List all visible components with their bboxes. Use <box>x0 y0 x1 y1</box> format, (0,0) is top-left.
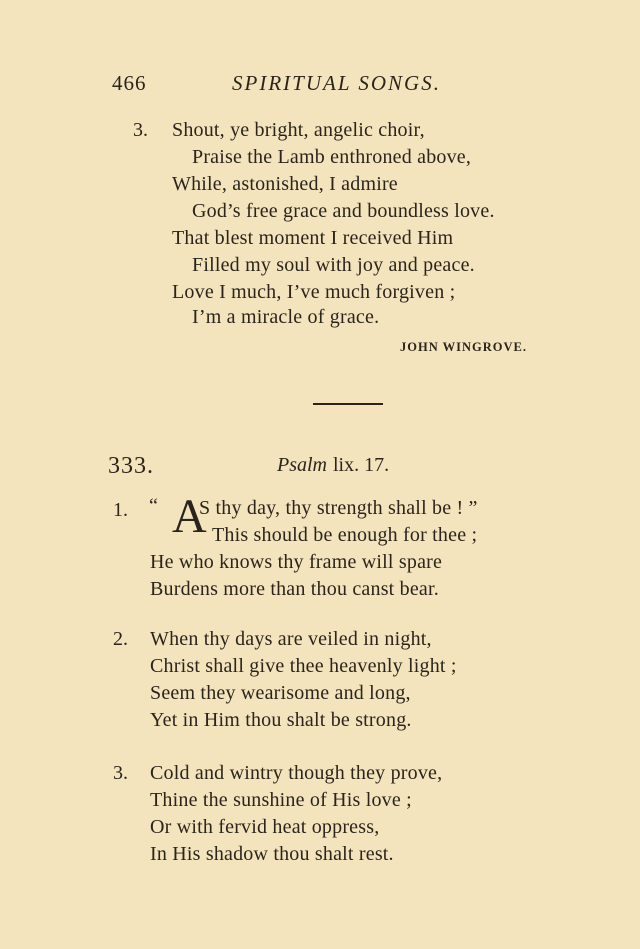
psalm-ref: lix. 17. <box>333 454 390 476</box>
verse-line: S thy day, thy strength shall be ! ” <box>199 497 478 519</box>
verse-line: Filled my soul with joy and peace. <box>192 254 475 276</box>
verse-line: That blest moment I received Him <box>172 227 454 249</box>
stanza-number: 3. <box>113 762 128 784</box>
verse-line: Shout, ye bright, angelic choir, <box>172 119 425 141</box>
verse-line: This should be enough for thee ; <box>212 524 478 546</box>
section-divider <box>313 403 383 405</box>
scripture-reference <box>277 454 389 477</box>
verse-line: While, astonished, I admire <box>172 173 398 195</box>
verse-line: Or with fervid heat oppress, <box>150 816 380 838</box>
verse-line: Burdens more than thou canst bear. <box>150 578 439 600</box>
psalm-word: Psalm <box>277 454 327 476</box>
drop-cap: A <box>172 490 207 543</box>
verse-line: Cold and wintry though they prove, <box>150 762 443 784</box>
verse-line: Praise the Lamb enthroned above, <box>192 146 472 168</box>
page-number: 466 <box>112 71 147 95</box>
verse-line: He who knows thy frame will spare <box>150 551 443 573</box>
stanza-number: 1. <box>113 499 128 521</box>
verse-line: In His shadow thou shalt rest. <box>150 843 394 865</box>
verse-line: Yet in Him thou shalt be strong. <box>150 709 412 731</box>
verse-line: Seem they wearisome and long, <box>150 682 411 704</box>
verse-line: Thine the sunshine of His love ; <box>150 789 412 811</box>
verse-line: Love I much, I’ve much forgiven ; <box>172 281 456 303</box>
opening-quote: “ <box>149 495 158 517</box>
verse-line: God’s free grace and boundless love. <box>192 200 495 222</box>
stanza-number: 2. <box>113 628 128 650</box>
verse-line: Christ shall give thee heavenly light ; <box>150 655 457 677</box>
verse-line: When thy days are veiled in night, <box>150 628 432 650</box>
hymn-number: 333. <box>108 453 154 479</box>
running-title: SPIRITUAL SONGS. <box>232 71 441 95</box>
author-credit: JOHN WINGROVE. <box>400 340 527 354</box>
verse-line: I’m a miracle of grace. <box>192 306 380 328</box>
stanza-number: 3. <box>133 119 148 141</box>
